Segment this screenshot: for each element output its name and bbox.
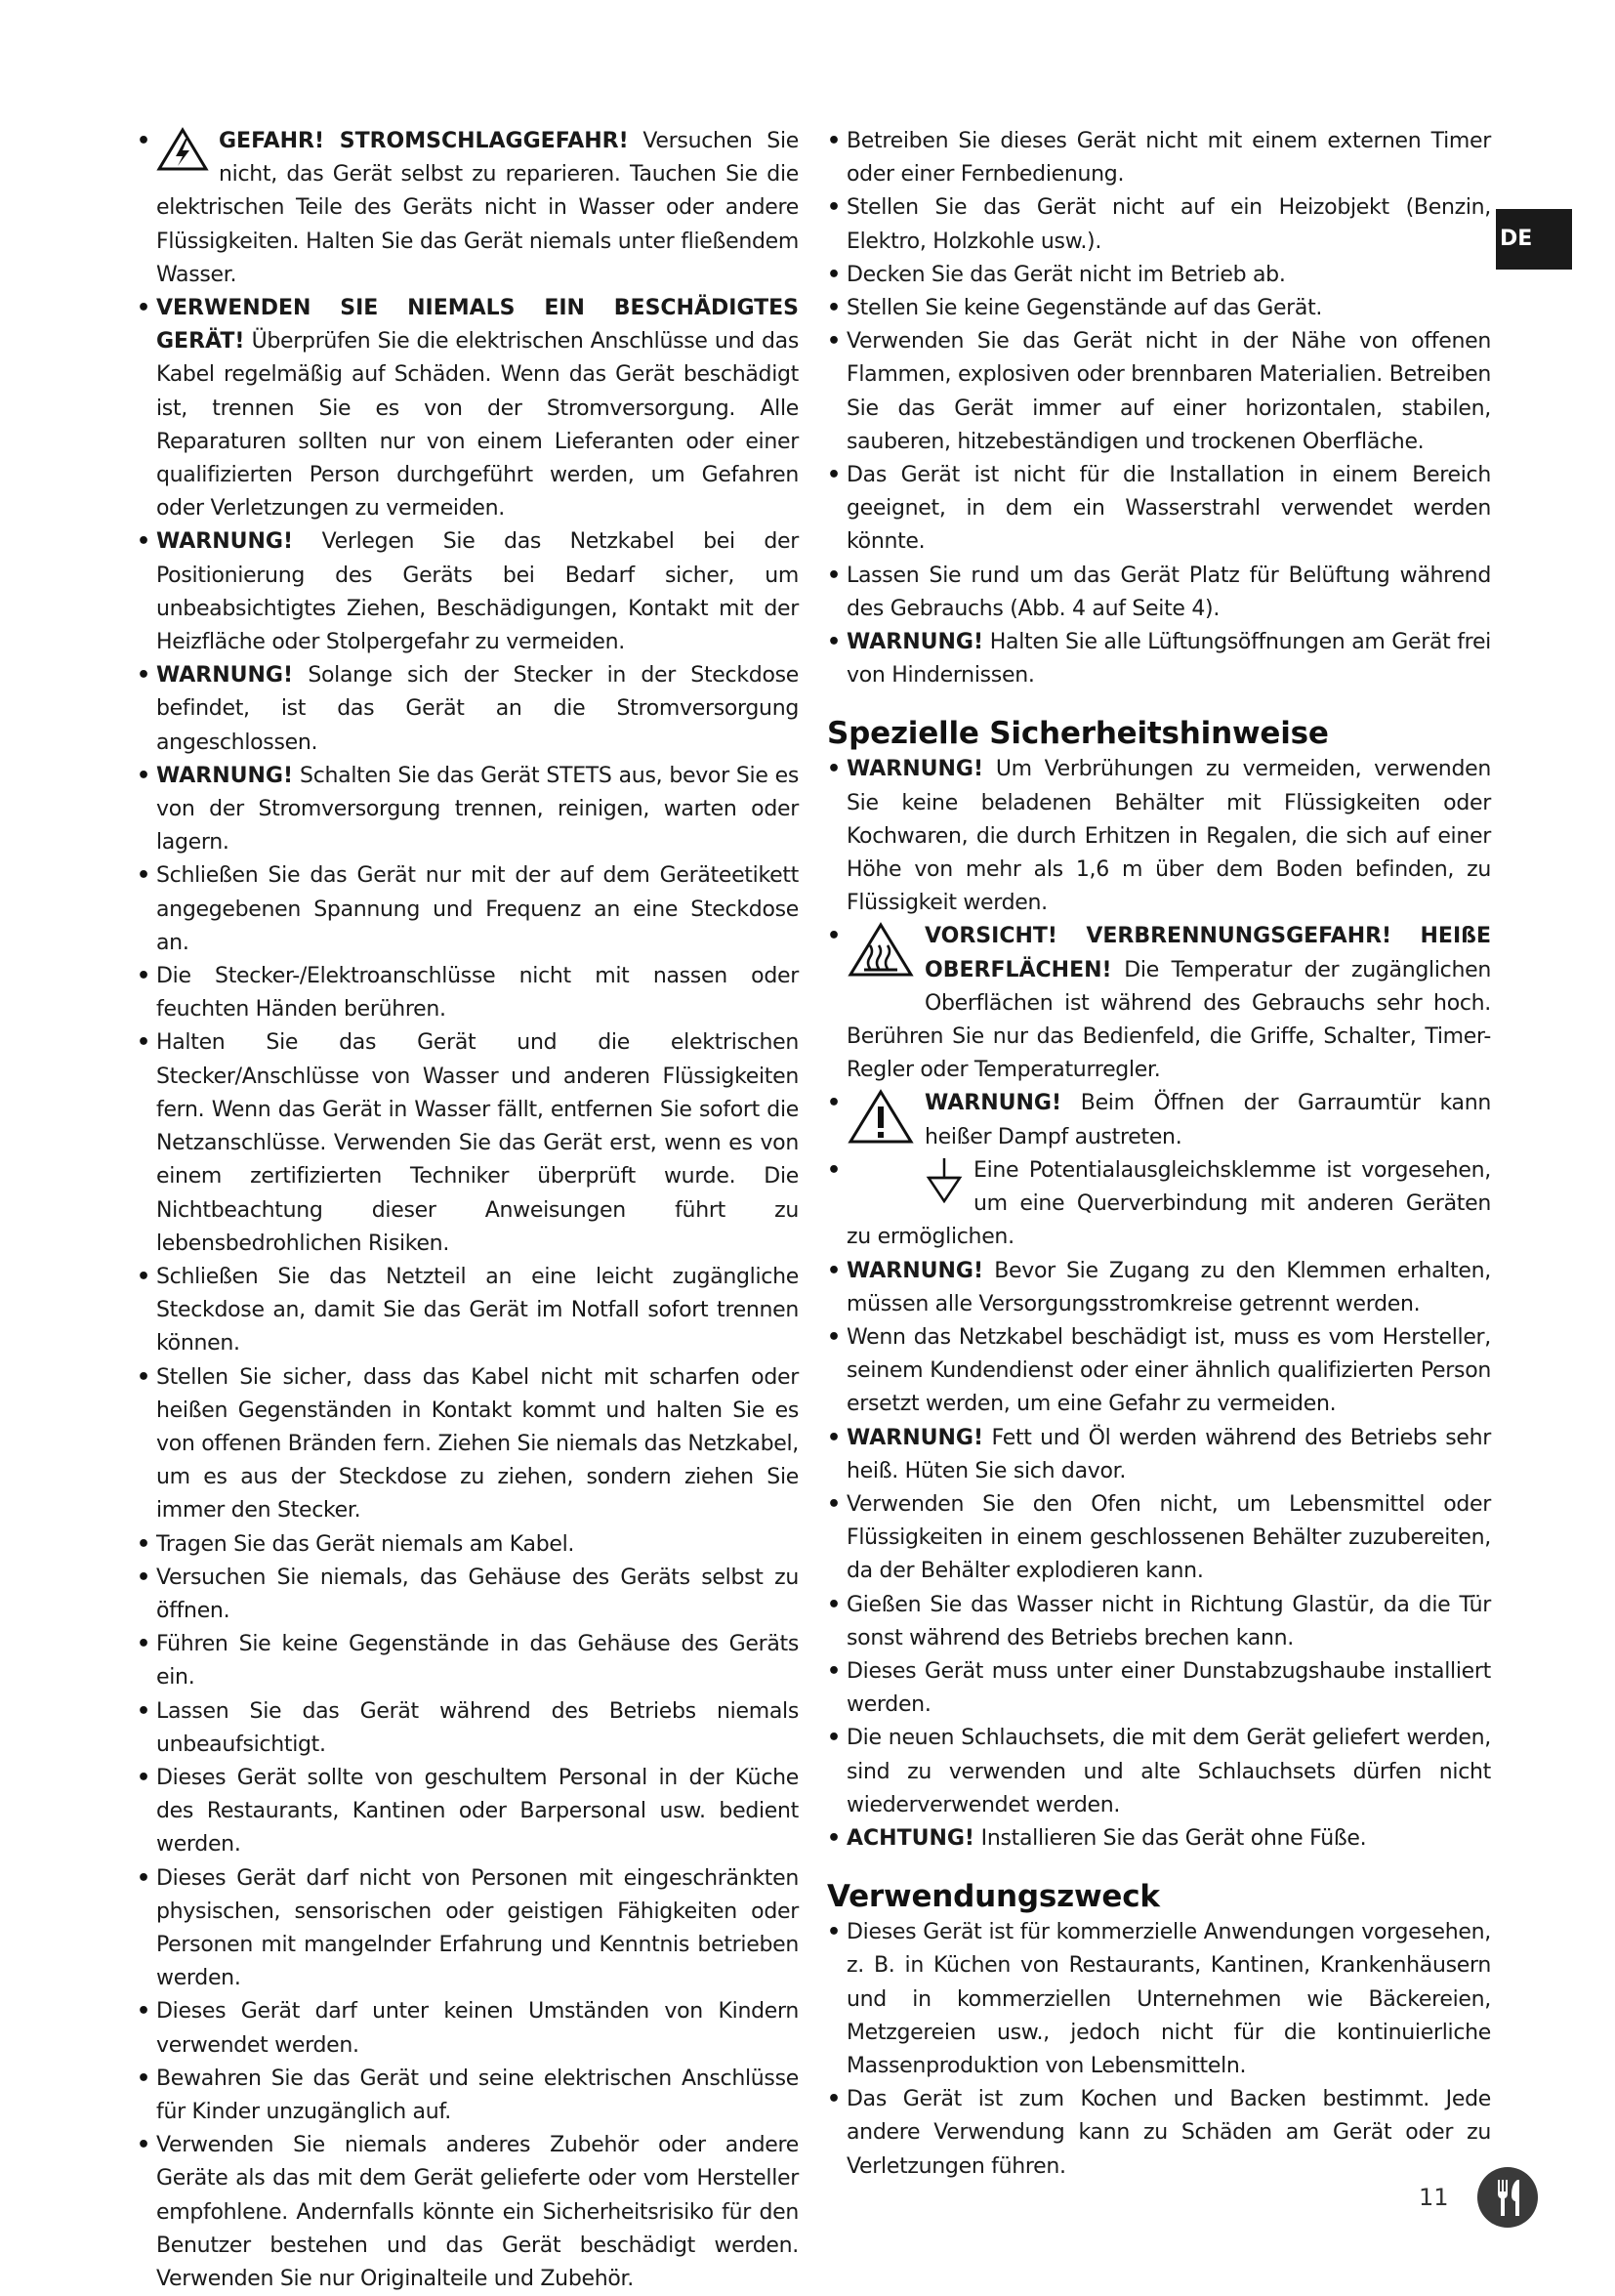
item-text: Beim Öffnen der Garraumtür kann heißer Dampf austreten. bbox=[925, 1091, 1491, 1149]
list-item bbox=[827, 1488, 1491, 1589]
list-item bbox=[827, 259, 1491, 292]
list-item bbox=[827, 1422, 1491, 1488]
item-keyword: WARNUNG! bbox=[156, 529, 294, 555]
list-item bbox=[827, 1154, 1491, 1255]
item-text: Verwenden Sie das Gerät nicht in der Nähe von offenen Flammen, explosiven oder brennbaren Materialien. Betreiben Sie das Gerät immer auf einer horizontalen, stabilen, sauberen, hitzebeständigen und trockenen Oberfläche. bbox=[847, 329, 1491, 454]
item-text: Installieren Sie das Gerät ohne Füße. bbox=[973, 1825, 1367, 1851]
list-item bbox=[827, 191, 1491, 258]
list-item bbox=[827, 1655, 1491, 1722]
item-keyword: WARNUNG! bbox=[847, 630, 984, 655]
item-text: Eine Potentialausgleichsklemme ist vorgesehen, um eine Querverbindung mit anderen Geräten zu ermöglichen. bbox=[847, 1157, 1491, 1250]
list-item bbox=[827, 125, 1491, 191]
item-text: Die Stecker-/Elektroanschlüsse nicht mit nassen oder feuchten Händen berühren. bbox=[156, 964, 799, 1023]
item-text: Verlegen Sie das Netzkabel bei der Positionierung des Geräts bei Bedarf sicher, um unbeabsichtigtes Ziehen, Beschädigungen, Kontakt mit der Heizfläche oder Stolpergefahr zu vermeiden. bbox=[156, 529, 799, 655]
item-text: Halten Sie alle Lüftungsöffnungen am Gerät frei von Hindernissen. bbox=[847, 630, 1491, 689]
list-item bbox=[827, 1589, 1491, 1655]
item-text: Stellen Sie keine Gegenstände auf das Gerät. bbox=[847, 296, 1323, 321]
list-item bbox=[827, 1822, 1491, 1856]
list-item bbox=[827, 325, 1491, 459]
item-text: Halten Sie das Gerät und die elektrischen Stecker/Anschlüsse von Wasser und anderen Flüssigkeiten fern. Wenn das Gerät in Wasser fällt, entfernen Sie sofort die Netzanschlüsse. Verwenden Sie das Gerät erst, wenn es von einem zertifizierten Techniker überprüft wurde. Die Nichtbeachtung dieser Anweisungen führt zu lebensbedrohlichen Risiken. bbox=[156, 1030, 799, 1256]
list-item bbox=[827, 1087, 1491, 1153]
list-item bbox=[827, 560, 1491, 626]
list-item bbox=[827, 2083, 1491, 2184]
section-heading-safety: Spezielle Sicherheitshinweise bbox=[827, 716, 1329, 752]
item-text: Wenn das Netzkabel beschädigt ist, muss es vom Hersteller, seinem Kundendienst oder einer ähnlich qualifizierten Person ersetzt werden, um eine Gefahr zu vermeiden. bbox=[847, 1324, 1491, 1417]
item-keyword: WARNUNG! bbox=[156, 763, 294, 788]
item-text: Bewahren Sie das Gerät und seine elektrischen Anschlüsse für Kinder unzugänglich auf. bbox=[156, 2066, 799, 2124]
list-item bbox=[137, 1026, 799, 1260]
item-text: Versuchen Sie niemals, das Gehäuse des Geräts selbst zu öffnen. bbox=[156, 1565, 799, 1623]
item-text: Betreiben Sie dieses Gerät nicht mit einem externen Timer oder einer Fernbedienung. bbox=[847, 129, 1491, 188]
item-text: Dieses Gerät sollte von geschultem Personal in der Küche des Restaurants, Kantinen oder Barpersonal usw. bedient werden. bbox=[156, 1765, 799, 1858]
page-number: 11 bbox=[1419, 2184, 1449, 2211]
item-text: Das Gerät ist nicht für die Installation in einem Bereich geeignet, in dem ein Wasserstrahl verwendet werden könnte. bbox=[847, 463, 1491, 555]
list-item bbox=[827, 920, 1491, 1087]
list-item bbox=[137, 1261, 799, 1361]
list-item bbox=[137, 659, 799, 760]
item-text: Bevor Sie Zugang zu den Klemmen erhalten, müssen alle Versorgungsstromkreise getrennt werden. bbox=[847, 1258, 1491, 1316]
item-text: Dieses Gerät darf nicht von Personen mit eingeschränkten physischen, sensorischen oder geistigen Fähigkeiten oder Personen mit mangelnder Erfahrung und Kenntnis betrieben werden. bbox=[156, 1865, 799, 1991]
item-text: Die Temperatur der zugänglichen Oberflächen ist während des Gebrauchs sehr hoch. Berühren Sie nur das Bedienfeld, die Griffe, Schalter, Timer-Regler oder Temperaturregler. bbox=[847, 957, 1491, 1083]
list-item bbox=[137, 859, 799, 960]
list-item bbox=[827, 626, 1491, 692]
item-keyword: WARNUNG! bbox=[156, 663, 294, 689]
list-item bbox=[137, 1995, 799, 2062]
item-keyword: WARNUNG! bbox=[847, 1425, 984, 1450]
item-text: Tragen Sie das Gerät niemals am Kabel. bbox=[156, 1531, 575, 1557]
item-text: Lassen Sie das Gerät während des Betriebs niemals unbeaufsichtigt. bbox=[156, 1698, 799, 1757]
list-item bbox=[137, 1628, 799, 1694]
list-item bbox=[137, 2129, 799, 2296]
list-item bbox=[137, 1695, 799, 1762]
list-item bbox=[137, 292, 799, 525]
item-keyword: ACHTUNG! bbox=[847, 1825, 974, 1851]
list-item bbox=[137, 125, 799, 292]
item-text: Stellen Sie sicher, dass das Kabel nicht mit scharfen oder heißen Gegenständen in Kontakt kommt und halten Sie es von offenen Bränden fern. Ziehen Sie niemals das Netzkabel, um es aus der Steckdose zu ziehen, sondern ziehen Sie immer den Stecker. bbox=[156, 1364, 799, 1524]
item-text: Verwenden Sie niemals anderes Zubehör oder andere Geräte als das mit dem Gerät gelieferte oder vom Hersteller empfohlene. Andernfalls könnte ein Sicherheitsrisiko für den Benutzer bestehen und das Gerät beschädigt werden. Verwenden Sie nur Originalteile und Zubehör. bbox=[156, 2133, 799, 2291]
list-item bbox=[137, 525, 799, 659]
item-text: Führen Sie keine Gegenstände in das Gehäuse des Geräts ein. bbox=[156, 1632, 799, 1691]
list-item bbox=[827, 1321, 1491, 1422]
item-text: Die neuen Schlauchsets, die mit dem Gerät geliefert werden, sind zu verwenden und alte Schlauchsets dürfen nicht wiederverwendet werden. bbox=[847, 1726, 1491, 1817]
item-text: Überprüfen Sie die elektrischen Anschlüsse und das Kabel regelmäßig auf Schäden. Wenn das Gerät beschädigt ist, trennen Sie es von der Stromversorgung. Alle Reparaturen sollten nur von einem Lieferanten oder einer qualifizierten Person durchgeführt werden, um Gefahren oder Verletzungen zu vermeiden. bbox=[156, 329, 799, 522]
item-text: Fett und Öl werden während des Betriebs sehr heiß. Hüten Sie sich davor. bbox=[847, 1425, 1491, 1483]
list-item bbox=[827, 753, 1491, 920]
item-text: Dieses Gerät darf unter keinen Umständen von Kindern verwendet werden. bbox=[156, 1999, 799, 2058]
list-item bbox=[137, 1762, 799, 1862]
item-text: Solange sich der Stecker in der Steckdose befindet, ist das Gerät an die Stromversorgung angeschlossen. bbox=[156, 663, 799, 755]
list-item bbox=[137, 960, 799, 1026]
item-text: Verwenden Sie den Ofen nicht, um Lebensmittel oder Flüssigkeiten in einem geschlossenen Behälter zuzubereiten, da der Behälter explodieren kann. bbox=[847, 1491, 1491, 1584]
item-keyword: GEFAHR! STROMSCHLAGGEFAHR! bbox=[219, 129, 629, 153]
electric-hazard-icon bbox=[156, 127, 209, 183]
list-item bbox=[137, 760, 799, 860]
list-item bbox=[137, 1361, 799, 1528]
hot-surface-icon bbox=[847, 922, 915, 989]
item-keyword: WARNUNG! bbox=[925, 1091, 1062, 1116]
right-column bbox=[827, 125, 1491, 2184]
item-text: Um Verbrühungen zu vermeiden, verwenden Sie keine beladenen Behälter mit Flüssigkeiten oder Kochwaren, die durch Erhitzen in Regalen, die sich auf einer Höhe von mehr als 1,6 m über dem Boden befinden, zu Flüssigkeit werden. bbox=[847, 757, 1491, 916]
item-text: Gießen Sie das Wasser nicht in Richtung Glastür, da die Tür sonst während des Betriebs brechen kann. bbox=[847, 1592, 1491, 1650]
list-item bbox=[827, 1916, 1491, 2083]
item-text: Decken Sie das Gerät nicht im Betrieb ab. bbox=[847, 262, 1286, 287]
left-column bbox=[137, 125, 799, 2296]
list-item bbox=[137, 1562, 799, 1628]
list-item bbox=[137, 1862, 799, 1996]
section-heading-purpose: Verwendungszweck bbox=[827, 1879, 1160, 1915]
item-text: Dieses Gerät muss unter einer Dunstabzugshaube installiert werden. bbox=[847, 1658, 1491, 1718]
item-keyword: VORSICHT! VERBRENNUNGSGEFAHR! HEIßE OBERFLÄCHEN! bbox=[925, 924, 1491, 982]
item-text: Schließen Sie das Netzteil an eine leicht zugängliche Steckdose an, damit Sie das Gerät im Notfall sofort trennen können. bbox=[156, 1264, 799, 1357]
language-tab: DE bbox=[1496, 209, 1572, 270]
list-item bbox=[827, 459, 1491, 560]
list-item bbox=[827, 1722, 1491, 1822]
item-keyword: WARNUNG! bbox=[847, 757, 984, 782]
item-text: Schalten Sie das Gerät STETS aus, bevor Sie es von der Stromversorgung trennen, reinigen, warten oder lagern. bbox=[156, 763, 799, 856]
item-text: Dieses Gerät ist für kommerzielle Anwendungen vorgesehen, z. B. in Küchen von Restaurants, Kantinen, Krankenhäusern und in kommerziellen Unternehmen wie Bäckereien, Metzgereien usw., jedoch nicht für die kontinuierliche Massenproduktion von Lebensmitteln. bbox=[847, 1920, 1491, 2078]
item-keyword: WARNUNG! bbox=[847, 1258, 984, 1283]
item-text: Versuchen Sie nicht, das Gerät selbst zu reparieren. Tauchen Sie die elektrischen Teile des Geräts nicht in Wasser oder andere Flüssigkeiten. Halten Sie das Gerät niemals unter fließendem Wasser. bbox=[156, 129, 799, 287]
item-text: Das Gerät ist zum Kochen und Backen bestimmt. Jede andere Verwendung kann zu Schäden am Gerät oder zu Verletzungen führen. bbox=[847, 2087, 1491, 2179]
list-item bbox=[137, 1528, 799, 1562]
item-text: Stellen Sie das Gerät nicht auf ein Heizobjekt (Benzin, Elektro, Holzkohle usw.). bbox=[847, 195, 1491, 254]
list-item bbox=[827, 1255, 1491, 1321]
list-item bbox=[827, 292, 1491, 325]
warning-icon bbox=[847, 1089, 915, 1156]
item-keyword: VERWENDEN SIE NIEMALS EIN BESCHÄDIGTES GERÄT! bbox=[156, 296, 799, 355]
cutlery-logo-icon bbox=[1476, 2166, 1539, 2233]
equipotential-icon bbox=[925, 1156, 964, 1214]
item-text: Lassen Sie rund um das Gerät Platz für Belüftung während des Gebrauchs (Abb. 4 auf Seite 4). bbox=[847, 563, 1491, 621]
item-text: Schließen Sie das Gerät nur mit der auf dem Geräteetikett angegebenen Spannung und Frequenz an eine Steckdose an. bbox=[156, 863, 799, 955]
list-item bbox=[137, 2063, 799, 2129]
